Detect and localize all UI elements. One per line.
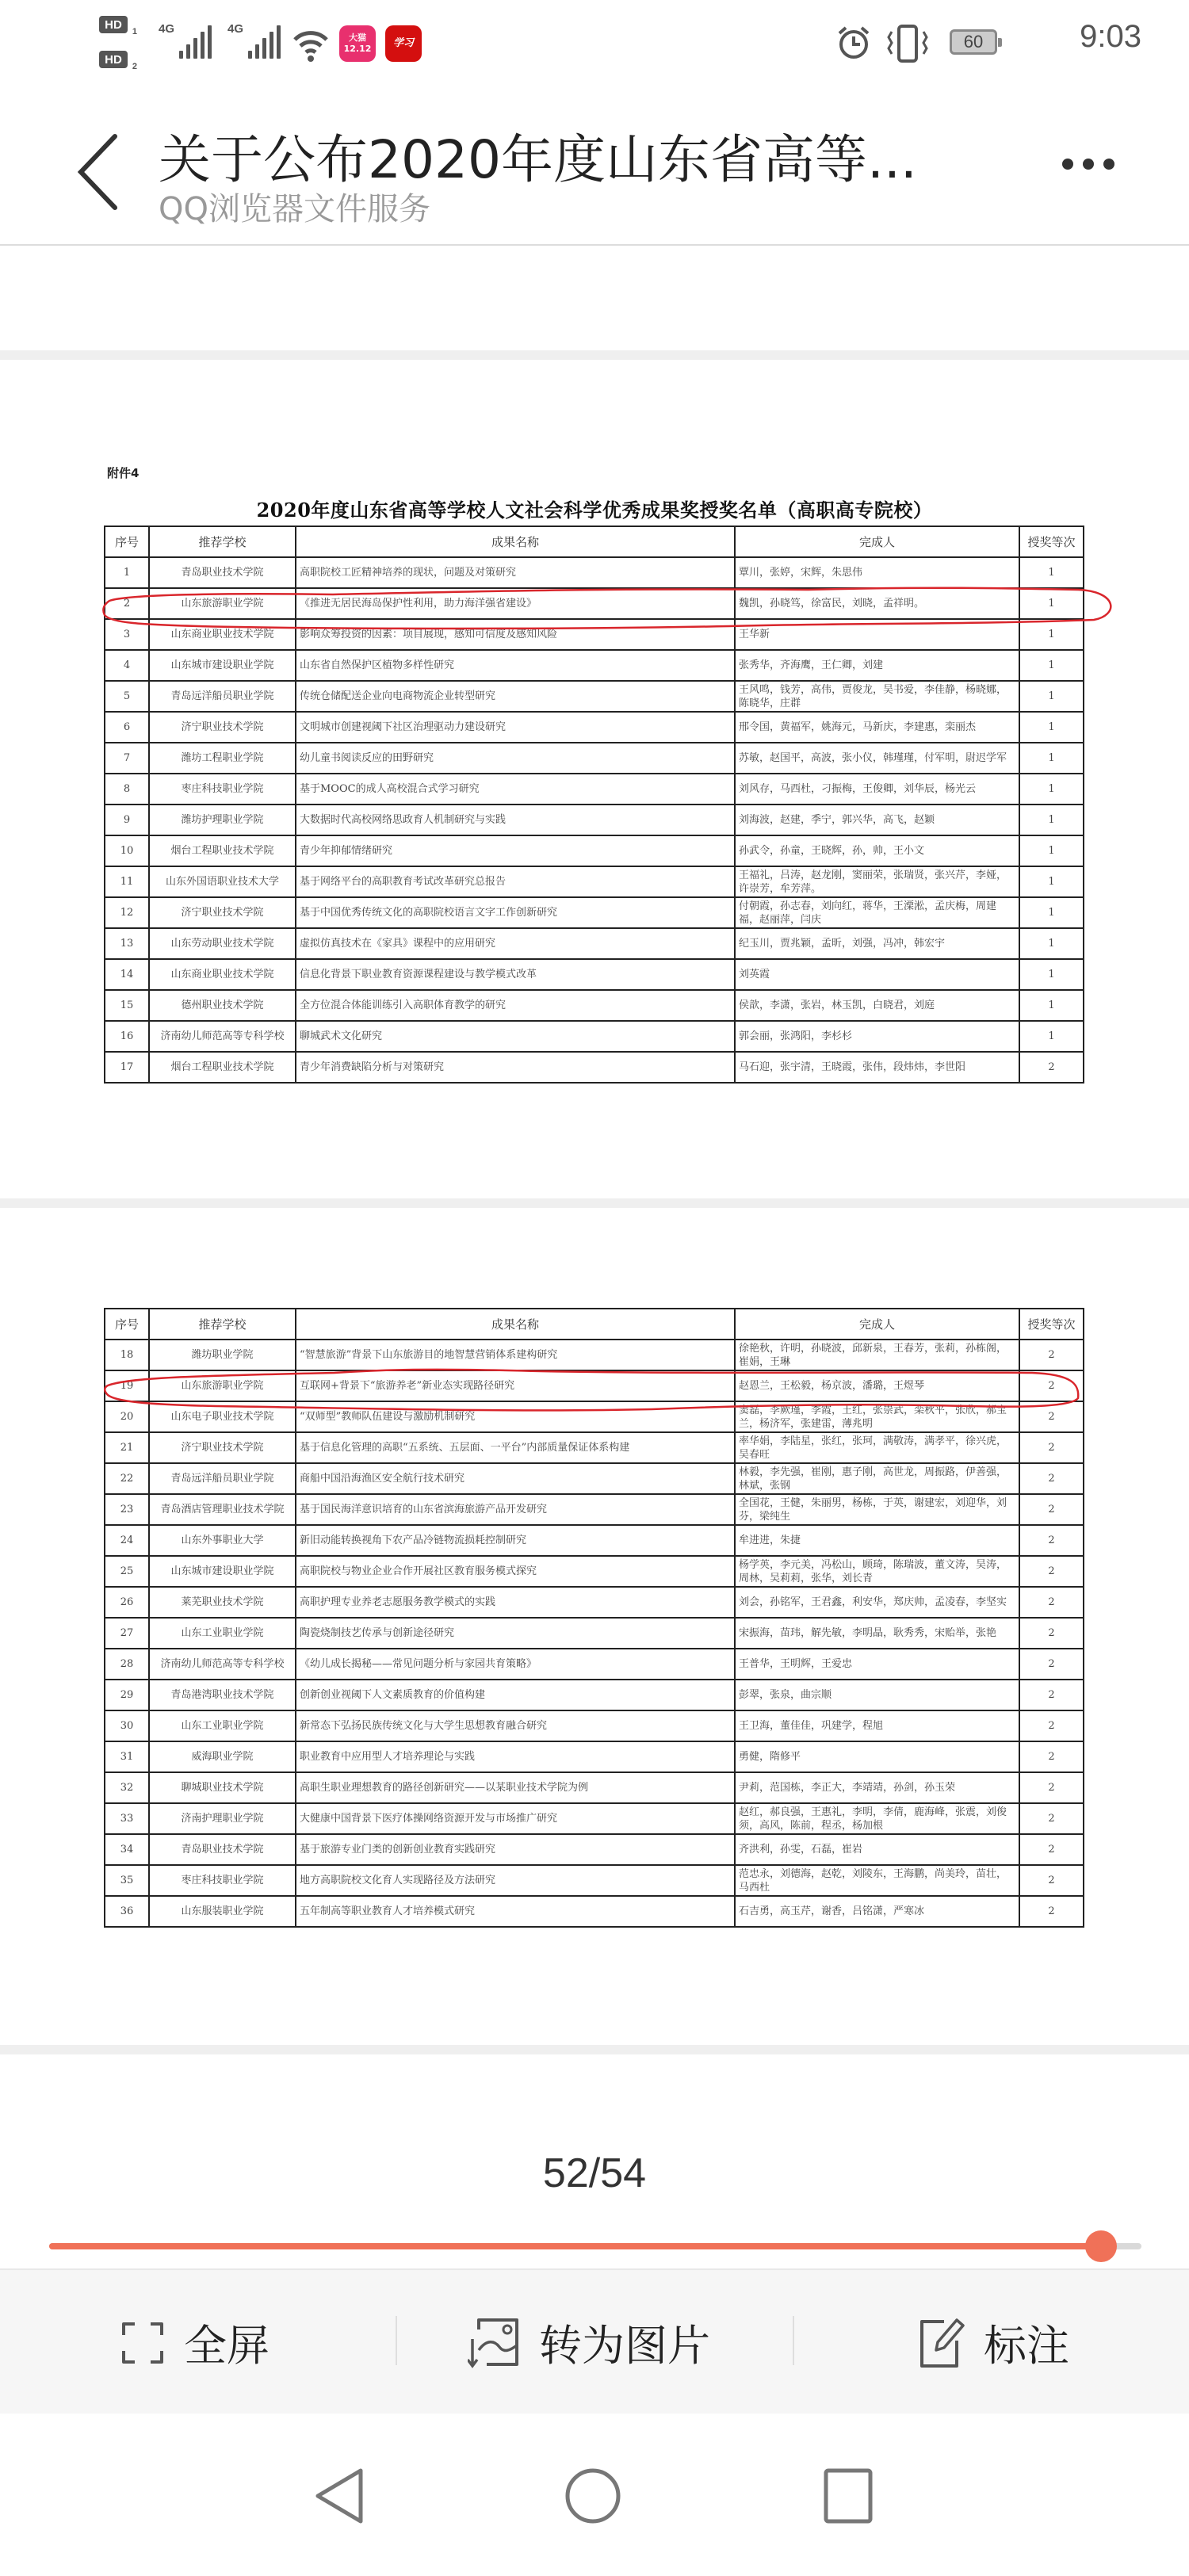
award-level-cell: 1	[1019, 619, 1084, 650]
authors-cell: 杨学英，李元美，冯松山，顾琦，陈瑞波，董文涛，吴涛，周林，吴莉莉，张华，刘长青	[735, 1556, 1019, 1587]
school-cell: 济南幼儿师范高等专科学校	[149, 1021, 296, 1052]
school-cell: 山东城市建设职业学院	[149, 1556, 296, 1587]
table-row	[105, 1834, 1084, 1865]
row-number: 30	[105, 1710, 149, 1741]
row-number: 24	[105, 1525, 149, 1556]
achievement-title-cell: 新常态下弘扬民族传统文化与大学生思想教育融合研究	[296, 1710, 735, 1741]
table-header-row	[105, 526, 1084, 557]
award-level-cell: 2	[1019, 1710, 1084, 1741]
table-row	[105, 743, 1084, 774]
table-row	[105, 1618, 1084, 1649]
row-number: 16	[105, 1021, 149, 1052]
authors-cell: 石吉勇，高玉芹，谢香，吕铭潇，严寒冰	[735, 1896, 1019, 1927]
award-level-cell: 2	[1019, 1649, 1084, 1680]
achievement-title-cell: 信息化背景下职业教育资源课程建设与教学模式改革	[296, 959, 735, 990]
authors-cell: 侯歆，李潇，张岩，林玉凯，白晓君，刘庭	[735, 990, 1019, 1021]
battery-icon: 60	[950, 29, 997, 55]
school-cell: 青岛职业技术学院	[149, 557, 296, 588]
nav-home-icon[interactable]	[563, 2467, 623, 2528]
table-row	[105, 650, 1084, 681]
achievement-title-cell: 创新创业视阈下人文素质教育的价值构建	[296, 1680, 735, 1710]
achievement-title-cell: 青少年消费缺陷分析与对策研究	[296, 1052, 735, 1083]
authors-cell: 林毅，李先强，崔刚，惠子刚，高世龙，周振路，伊善强，林斌，张钢	[735, 1463, 1019, 1494]
table-row	[105, 1432, 1084, 1463]
annotate-label: 标注	[984, 2321, 1069, 2371]
award-level-cell: 1	[1019, 712, 1084, 743]
award-level-cell: 2	[1019, 1340, 1084, 1370]
award-level-cell: 2	[1019, 1432, 1084, 1463]
school-cell: 山东商业职业技术学院	[149, 959, 296, 990]
award-level-cell: 2	[1019, 1401, 1084, 1432]
award-level-cell: 1	[1019, 959, 1084, 990]
convert-to-image-button[interactable]	[468, 2270, 710, 2415]
table-row	[105, 1865, 1084, 1896]
table-row	[105, 1401, 1084, 1432]
table-row	[105, 1587, 1084, 1618]
school-cell: 青岛职业技术学院	[149, 1834, 296, 1865]
row-number: 20	[105, 1401, 149, 1432]
column-header: 成果名称	[296, 1309, 735, 1340]
row-number: 33	[105, 1803, 149, 1834]
page-title: 关于公布2020年度山东省高等...	[159, 129, 917, 190]
achievement-title-cell: 基于国民海洋意识培育的山东省滨海旅游产品开发研究	[296, 1494, 735, 1525]
row-number: 12	[105, 897, 149, 928]
authors-cell: 刘会，孙铭军，王君鑫，利安华，郑庆帅，孟凌春，李坚实	[735, 1587, 1019, 1618]
award-level-cell: 2	[1019, 1052, 1084, 1083]
authors-cell: 赵恩兰，王松毅，杨京波，潘璐，王煜琴	[735, 1370, 1019, 1401]
authors-cell: 邢令国，黄福军，姚海元，马新庆，李建惠，栾丽杰	[735, 712, 1019, 743]
attachment-label: 附件4	[107, 466, 140, 480]
row-number: 3	[105, 619, 149, 650]
award-level-cell: 2	[1019, 1556, 1084, 1587]
award-level-cell: 1	[1019, 774, 1084, 805]
authors-cell: 张秀华，齐海鹰，王仁卿，刘建	[735, 650, 1019, 681]
bottom-toolbar	[0, 2268, 1189, 2415]
row-number: 5	[105, 681, 149, 712]
table-row	[105, 1803, 1084, 1834]
table-row	[105, 1494, 1084, 1525]
school-cell: 山东外事职业大学	[149, 1525, 296, 1556]
table-row	[105, 1340, 1084, 1370]
slider-fill	[49, 2243, 1101, 2249]
authors-cell: 率华娟，李陆星，张红，张珂，满敬涛，满孝平，徐兴虎，吴春旺	[735, 1432, 1019, 1463]
authors-cell: 郭会丽，张鸿阳，李杉杉	[735, 1021, 1019, 1052]
row-number: 9	[105, 805, 149, 835]
column-header: 序号	[105, 526, 149, 557]
row-number: 23	[105, 1494, 149, 1525]
authors-cell: 付朝霞，孙志春，刘向红，蒋华，王溧淞，孟庆梅，周建福，赵丽萍，闫庆	[735, 897, 1019, 928]
table-row	[105, 1556, 1084, 1587]
achievement-title-cell: 文明城市创建视阈下社区治理驱动力建设研究	[296, 712, 735, 743]
school-cell: 山东工业职业学院	[149, 1618, 296, 1649]
document-page[interactable]	[0, 1208, 1189, 2045]
achievement-title-cell: 传统仓储配送企业向电商物流企业转型研究	[296, 681, 735, 712]
school-cell: 山东劳动职业技术学院	[149, 928, 296, 959]
nav-back-icon[interactable]	[313, 2467, 369, 2524]
row-number: 4	[105, 650, 149, 681]
award-level-cell: 2	[1019, 1803, 1084, 1834]
authors-cell: 全国花，王健，朱丽男，杨栋，于英，谢建宏，刘迎华，刘芬，梁纯生	[735, 1494, 1019, 1525]
award-level-cell: 1	[1019, 835, 1084, 866]
clock: 9:03	[1080, 19, 1141, 54]
achievement-title-cell: 影响众筹投资的因素：项目展现，感知可信度及感知风险	[296, 619, 735, 650]
fullscreen-button[interactable]	[119, 2270, 270, 2415]
award-level-cell: 2	[1019, 1772, 1084, 1803]
authors-cell: 牟进进，朱捷	[735, 1525, 1019, 1556]
table-row	[105, 1021, 1084, 1052]
school-cell: 烟台工程职业技术学院	[149, 835, 296, 866]
table-row-highlighted	[105, 588, 1084, 619]
convert-to-image-label: 转为图片	[539, 2321, 710, 2371]
app-header	[0, 87, 1189, 246]
award-level-cell: 1	[1019, 588, 1084, 619]
table-row	[105, 1052, 1084, 1083]
authors-cell: 孙武令，孙童，王晓辉，孙，帅，王小文	[735, 835, 1019, 866]
award-level-cell: 1	[1019, 866, 1084, 897]
school-cell: 潍坊护理职业学院	[149, 805, 296, 835]
school-cell: 聊城职业技术学院	[149, 1772, 296, 1803]
table-header-row	[105, 1309, 1084, 1340]
hd-icon: HD $_1$	[99, 16, 128, 33]
table-row	[105, 557, 1084, 588]
nav-recents-icon[interactable]	[823, 2467, 875, 2528]
award-level-cell: 2	[1019, 1834, 1084, 1865]
fullscreen-label: 全屏	[184, 2321, 270, 2371]
xuexi-app-icon: 学习	[385, 25, 422, 62]
row-number: 13	[105, 928, 149, 959]
achievement-title-cell: 基于旅游专业门类的创新创业教育实践研究	[296, 1834, 735, 1865]
row-number: 7	[105, 743, 149, 774]
column-header: 推荐学校	[149, 526, 296, 557]
row-number: 29	[105, 1680, 149, 1710]
table-row	[105, 1525, 1084, 1556]
row-number: 34	[105, 1834, 149, 1865]
row-number: 15	[105, 990, 149, 1021]
achievement-title-cell: 青少年抑郁情绪研究	[296, 835, 735, 866]
row-number: 1	[105, 557, 149, 588]
achievement-title-cell: 职业教育中应用型人才培养理论与实践	[296, 1741, 735, 1772]
vibrate-icon	[885, 24, 930, 63]
achievement-title-cell: 虚拟仿真技术在《家具》课程中的应用研究	[296, 928, 735, 959]
table-row	[105, 1741, 1084, 1772]
school-cell: 济宁职业技术学院	[149, 897, 296, 928]
achievement-title-cell: 新旧动能转换视角下农产品冷链物流损耗控制研究	[296, 1525, 735, 1556]
authors-cell: 苏敏，赵国平，高波，张小仪，韩瑾瑾，付军明，尉迟学军	[735, 743, 1019, 774]
signal-icon: 4G	[159, 22, 212, 59]
annotate-button[interactable]	[916, 2270, 1069, 2415]
award-level-cell: 1	[1019, 1021, 1084, 1052]
achievement-title-cell: 聊城武术文化研究	[296, 1021, 735, 1052]
column-header: 推荐学校	[149, 1309, 296, 1340]
achievement-title-cell: 五年制高等职业教育人才培养模式研究	[296, 1896, 735, 1927]
school-cell: 山东外国语职业技术大学	[149, 866, 296, 897]
table-row	[105, 619, 1084, 650]
column-header: 授奖等次	[1019, 526, 1084, 557]
achievement-title-cell: 基于信息化管理的高职“五系统、五层面、一平台”内部质量保证体系构建	[296, 1432, 735, 1463]
school-cell: 山东服装职业学院	[149, 1896, 296, 1927]
column-header: 完成人	[735, 526, 1019, 557]
authors-cell: 王风鸣，钱芳，高伟，贾俊龙，吴书爱，李佳静，杨晓娜，陈晓华，庄群	[735, 681, 1019, 712]
school-cell: 枣庄科技职业学院	[149, 1865, 296, 1896]
school-cell: 潍坊职业学院	[149, 1340, 296, 1370]
school-cell: 潍坊工程职业学院	[149, 743, 296, 774]
authors-cell: 彭翠，张泉，曲宗顺	[735, 1680, 1019, 1710]
table-row	[105, 990, 1084, 1021]
school-cell: 枣庄科技职业学院	[149, 774, 296, 805]
signal-icon: 4G	[227, 22, 281, 59]
row-number: 19	[105, 1370, 149, 1401]
achievement-title-cell: 地方高职院校文化育人实现路径及方法研究	[296, 1865, 735, 1896]
achievement-title-cell: 陶瓷烧制技艺传承与创新途径研究	[296, 1618, 735, 1649]
hd-icon: HD $_2$	[99, 51, 128, 68]
authors-cell: 刘英霞	[735, 959, 1019, 990]
authors-cell: 齐洪利，孙雯，石磊，崔岩	[735, 1834, 1019, 1865]
row-number: 32	[105, 1772, 149, 1803]
toolbar-divider	[396, 2316, 397, 2365]
award-level-cell: 1	[1019, 990, 1084, 1021]
achievement-title-cell: “智慧旅游”背景下山东旅游目的地智慧营销体系建构研究	[296, 1340, 735, 1370]
page-separator	[0, 350, 1189, 360]
school-cell: 济宁职业技术学院	[149, 1432, 296, 1463]
page-separator	[0, 1198, 1189, 1208]
award-level-cell: 2	[1019, 1865, 1084, 1896]
row-number: 6	[105, 712, 149, 743]
authors-cell: 王普华，王明辉，王爱忠	[735, 1649, 1019, 1680]
achievement-title-cell: 高职护理专业养老志愿服务教学模式的实践	[296, 1587, 735, 1618]
more-dots-icon[interactable]	[1062, 152, 1134, 176]
school-cell: 山东城市建设职业学院	[149, 650, 296, 681]
school-cell: 青岛港湾职业技术学院	[149, 1680, 296, 1710]
school-cell: 威海职业学院	[149, 1741, 296, 1772]
row-number: 21	[105, 1432, 149, 1463]
table-row	[105, 897, 1084, 928]
table-row	[105, 959, 1084, 990]
award-level-cell: 1	[1019, 805, 1084, 835]
column-header: 完成人	[735, 1309, 1019, 1340]
award-level-cell: 2	[1019, 1494, 1084, 1525]
school-cell: 济南护理职业学院	[149, 1803, 296, 1834]
chevron-left-icon[interactable]	[71, 128, 127, 216]
authors-cell: 徐艳秋，许明，孙晓波，邱新泉，王春芳，张莉，孙栋阁，崔娟，王琳	[735, 1340, 1019, 1370]
school-cell: 莱芜职业技术学院	[149, 1587, 296, 1618]
table-row	[105, 928, 1084, 959]
row-number: 2	[105, 588, 149, 619]
table-row	[105, 835, 1084, 866]
award-level-cell: 2	[1019, 1587, 1084, 1618]
row-number: 28	[105, 1649, 149, 1680]
table-row	[105, 1649, 1084, 1680]
row-number: 17	[105, 1052, 149, 1083]
table-row	[105, 1772, 1084, 1803]
achievement-title-cell: 基于中国优秀传统文化的高职院校语言文字工作创新研究	[296, 897, 735, 928]
fullscreen-icon	[119, 2319, 166, 2367]
row-number: 31	[105, 1741, 149, 1772]
authors-cell: 马石迎，张宇清，王晓霞，张伟，段炜炜，李世阳	[735, 1052, 1019, 1083]
authors-cell: 王华新	[735, 619, 1019, 650]
slider-thumb[interactable]	[1085, 2230, 1117, 2262]
school-cell: 山东商业职业技术学院	[149, 619, 296, 650]
authors-cell: 刘海波，赵建，季宁，郭兴华，高飞，赵颖	[735, 805, 1019, 835]
page-subtitle: QQ浏览器文件服务	[159, 191, 430, 227]
achievement-title-cell: 高职院校工匠精神培养的现状，问题及对策研究	[296, 557, 735, 588]
table-row-highlighted	[105, 1370, 1084, 1401]
convert-image-icon	[468, 2315, 522, 2371]
award-level-cell: 1	[1019, 681, 1084, 712]
achievement-title-cell: 商船中国沿海渔区安全航行技术研究	[296, 1463, 735, 1494]
award-level-cell: 2	[1019, 1525, 1084, 1556]
achievement-title-cell: 大健康中国背景下医疗体操网络资源开发与市场推广研究	[296, 1803, 735, 1834]
row-number: 11	[105, 866, 149, 897]
page-indicator: 52/54	[542, 2150, 647, 2196]
achievement-title-cell: 高职院校与物业企业合作开展社区教育服务模式探究	[296, 1556, 735, 1587]
school-cell: 青岛酒店管理职业技术学院	[149, 1494, 296, 1525]
award-level-cell: 1	[1019, 897, 1084, 928]
school-cell: 德州职业技术学院	[149, 990, 296, 1021]
table-row	[105, 1896, 1084, 1927]
award-level-cell: 2	[1019, 1463, 1084, 1494]
authors-cell: 覃川，张婷，宋辉，朱思伟	[735, 557, 1019, 588]
table-row	[105, 1463, 1084, 1494]
authors-cell: 尹莉，范国栋，李正大，李靖靖，孙剑，孙玉荣	[735, 1772, 1019, 1803]
award-level-cell: 2	[1019, 1741, 1084, 1772]
page-separator	[0, 2045, 1189, 2054]
achievement-title-cell: 《幼儿成长揭秘——常见问题分析与家园共育策略》	[296, 1649, 735, 1680]
wifi-icon	[292, 25, 330, 63]
award-table	[104, 526, 1084, 1084]
achievement-title-cell: 《推进无居民海岛保护性利用，助力海洋强省建设》	[296, 588, 735, 619]
authors-cell: 范忠永，刘德海，赵乾，刘陵东，王海鹏，尚美玲，苗壮，马西杜	[735, 1865, 1019, 1896]
authors-cell: 纪玉川，贾兆颖，孟昕，刘强，冯冲，韩宏宇	[735, 928, 1019, 959]
achievement-title-cell: 大数据时代高校网络思政育人机制研究与实践	[296, 805, 735, 835]
achievement-title-cell: “双师型”教师队伍建设与激励机制研究	[296, 1401, 735, 1432]
authors-cell: 刘风存，马西杜，刁振梅，王俊卿，刘华辰，杨光云	[735, 774, 1019, 805]
authors-cell: 宋振海，苗玮，解先敏，李明晶，耿秀秀，宋贻举，张艳	[735, 1618, 1019, 1649]
award-level-cell: 2	[1019, 1896, 1084, 1927]
achievement-title-cell: 全方位混合体能训练引入高职体育教学的研究	[296, 990, 735, 1021]
column-header: 成果名称	[296, 526, 735, 557]
row-number: 18	[105, 1340, 149, 1370]
school-cell: 山东工业职业学院	[149, 1710, 296, 1741]
row-number: 8	[105, 774, 149, 805]
achievement-title-cell: 高职生职业理想教育的路径创新研究——以某职业技术学院为例	[296, 1772, 735, 1803]
authors-cell: 窦磊，李厥瑾，李霞，王红，张崇武，栾秋平，张欣，郝宝兰，杨济军，张建雷，薄兆明	[735, 1401, 1019, 1432]
achievement-title-cell: 山东省自然保护区植物多样性研究	[296, 650, 735, 681]
authors-cell: 王福礼，吕涛，赵龙刚，窦丽荣，张瑞贤，张兴芹，李娅，许崇芳，牟芳萍。	[735, 866, 1019, 897]
table-row	[105, 681, 1084, 712]
document-page[interactable]	[0, 360, 1189, 1202]
authors-cell: 魏凯，孙晓笃，徐富民，刘晓，孟祥明。	[735, 588, 1019, 619]
column-header: 授奖等次	[1019, 1309, 1084, 1340]
table-row	[105, 712, 1084, 743]
award-level-cell: 1	[1019, 650, 1084, 681]
school-cell: 山东旅游职业学院	[149, 588, 296, 619]
table-row	[105, 1680, 1084, 1710]
row-number: 22	[105, 1463, 149, 1494]
authors-cell: 赵红，郝良强，王惠礼，李明，李倩，鹿海峰，张震，刘俊须，高风，陈前，程丞，杨加根	[735, 1803, 1019, 1834]
award-level-cell: 1	[1019, 928, 1084, 959]
column-header: 序号	[105, 1309, 149, 1340]
school-cell: 青岛远洋船员职业学院	[149, 681, 296, 712]
row-number: 10	[105, 835, 149, 866]
row-number: 36	[105, 1896, 149, 1927]
school-cell: 济宁职业技术学院	[149, 712, 296, 743]
alarm-icon	[836, 25, 871, 60]
school-cell: 烟台工程职业技术学院	[149, 1052, 296, 1083]
row-number: 27	[105, 1618, 149, 1649]
award-level-cell: 1	[1019, 557, 1084, 588]
row-number: 14	[105, 959, 149, 990]
award-level-cell: 2	[1019, 1370, 1084, 1401]
row-number: 25	[105, 1556, 149, 1587]
document-title: 2020年度山东省高等学校人文社会科学优秀成果奖授奖名单（高职高专院校）	[256, 499, 933, 522]
row-number: 35	[105, 1865, 149, 1896]
school-cell: 青岛远洋船员职业学院	[149, 1463, 296, 1494]
achievement-title-cell: 基于网络平台的高职教育考试改革研究总报告	[296, 866, 735, 897]
system-nav-bar	[0, 2414, 1189, 2576]
school-cell: 济南幼儿师范高等专科学校	[149, 1649, 296, 1680]
achievement-title-cell: 基于MOOC的成人高校混合式学习研究	[296, 774, 735, 805]
award-level-cell: 2	[1019, 1618, 1084, 1649]
authors-cell: 勇健，隋修平	[735, 1741, 1019, 1772]
authors-cell: 王卫海，董佳佳，巩建学，程旭	[735, 1710, 1019, 1741]
table-row	[105, 805, 1084, 835]
award-level-cell: 1	[1019, 743, 1084, 774]
tmall-app-icon: 大猫 12.12	[339, 25, 376, 62]
table-row	[105, 866, 1084, 897]
achievement-title-cell: 互联网+背景下“旅游养老”新业态实现路径研究	[296, 1370, 735, 1401]
table-row	[105, 1710, 1084, 1741]
status-bar	[0, 0, 1189, 87]
school-cell: 山东电子职业技术学院	[149, 1401, 296, 1432]
row-number: 26	[105, 1587, 149, 1618]
award-table	[104, 1308, 1084, 1928]
achievement-title-cell: 幼儿童书阅读反应的田野研究	[296, 743, 735, 774]
award-level-cell: 2	[1019, 1680, 1084, 1710]
table-row	[105, 774, 1084, 805]
toolbar-divider	[793, 2316, 794, 2365]
page-slider[interactable]	[49, 2240, 1141, 2253]
edit-icon	[916, 2315, 966, 2371]
school-cell: 山东旅游职业学院	[149, 1370, 296, 1401]
